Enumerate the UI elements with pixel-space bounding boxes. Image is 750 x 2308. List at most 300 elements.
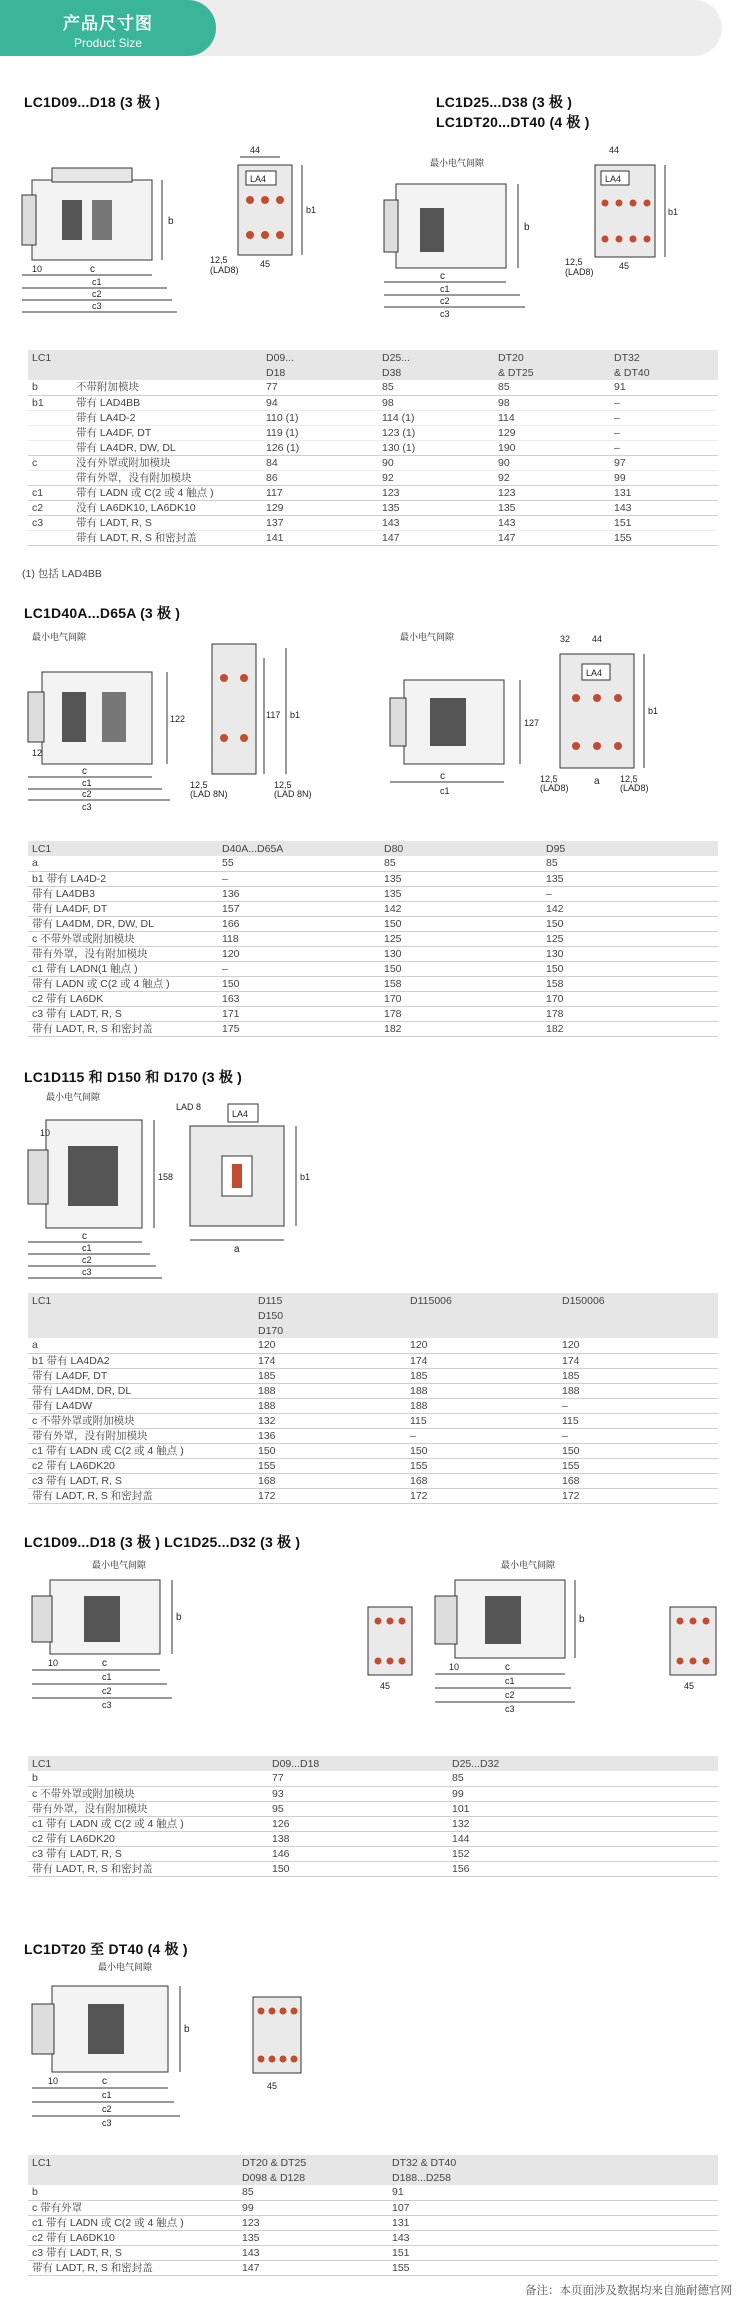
table-cell: c 不带外罩或附加模块	[28, 1413, 254, 1428]
la4-label-2: LA4	[605, 174, 622, 184]
table-cell: –	[406, 1428, 558, 1443]
table-cell: –	[610, 440, 718, 455]
table-row	[28, 530, 718, 545]
table-cell: 132	[254, 1413, 406, 1428]
table-cell: b1 带有 LA4DA2	[28, 1353, 254, 1368]
table-cell: c 不带外罩或附加模块	[28, 1786, 268, 1801]
section2-title: LC1D40A...D65A (3 极 )	[24, 605, 181, 621]
table-cell: a	[28, 1338, 254, 1353]
lad8n-label-2: (LAD 8N)	[274, 789, 312, 799]
table-header-cell	[406, 1323, 558, 1338]
table-header-row	[28, 2155, 718, 2170]
dim-c1-label-6: c1	[102, 1672, 112, 1682]
table-cell: 142	[542, 901, 718, 916]
table-cell: 125	[380, 931, 542, 946]
table-header-row	[28, 1293, 718, 1308]
dim-a-label-2: a	[234, 1244, 240, 1255]
table-cell: 107	[388, 2200, 718, 2215]
table-cell: c3 带有 LADT, R, S	[28, 2245, 238, 2260]
table-cell: 131	[388, 2215, 718, 2230]
table-row	[28, 1443, 718, 1458]
table-header-cell: D115	[254, 1293, 406, 1308]
table-cell: –	[610, 425, 718, 440]
section5-drawing-side	[22, 1962, 197, 2132]
table-cell: 85	[238, 2185, 388, 2200]
section4-drawing-front-1	[362, 1605, 422, 1695]
table-cell: 91	[388, 2185, 718, 2200]
dim-b1-label-2: b1	[668, 207, 679, 217]
section5-table	[28, 2155, 718, 2276]
table-row	[28, 500, 718, 515]
table-cell: 98	[378, 395, 494, 410]
table-cell: 155	[254, 1458, 406, 1473]
table-header-cell: D098 & D128	[238, 2170, 388, 2185]
table-cell: 带有 LA4DF, DT	[28, 901, 218, 916]
table-cell: 182	[380, 1021, 542, 1036]
table-cell: 带有外罩，没有附加模块	[72, 470, 262, 485]
table-cell: 170	[380, 991, 542, 1006]
table-cell: 143	[388, 2230, 718, 2245]
table-row	[28, 946, 718, 961]
table-row	[28, 1801, 718, 1816]
table-cell: 150	[218, 976, 380, 991]
table-header-cell	[28, 365, 72, 380]
table-row	[28, 380, 718, 395]
table-cell: 带有 LADN 或 C(2 或 4 触点 )	[28, 976, 218, 991]
dim-c-label-2: c	[440, 271, 445, 282]
section3-title: LC1D115 和 D150 和 D170 (3 极 )	[24, 1069, 243, 1085]
table-cell: 带有外罩，没有附加模块	[28, 946, 218, 961]
table-header-row	[28, 1323, 718, 1338]
table-cell: c2 带有 LA6DK20	[28, 1831, 268, 1846]
table-cell: 98	[494, 395, 610, 410]
table-header-cell	[28, 1308, 254, 1323]
table-row	[28, 515, 718, 530]
table-row	[28, 976, 718, 991]
dim-b-label-3: b	[176, 1612, 182, 1623]
table-header-row	[28, 1756, 718, 1771]
table-cell: c2	[28, 500, 72, 515]
table-cell: 90	[494, 455, 610, 470]
dim-12-5-label: 12,5	[210, 255, 228, 265]
table-row	[28, 410, 718, 425]
table-header-cell	[28, 2170, 238, 2185]
table-cell: –	[218, 961, 380, 976]
table-cell: 带有 LADT, R, S 和密封盖	[28, 1861, 268, 1876]
section2-drawing-front	[190, 638, 340, 798]
table-cell: 150	[406, 1443, 558, 1458]
table-cell: 151	[388, 2245, 718, 2260]
la4-label-3: LA4	[586, 668, 603, 678]
dim-c1-label-4: c1	[440, 786, 450, 796]
section4-table	[28, 1756, 718, 1877]
dim-b1-label-5: b1	[300, 1172, 311, 1182]
dim-10-label: 10	[32, 264, 43, 274]
table-cell: b	[28, 380, 72, 395]
dim-10-label-5: 10	[48, 2076, 59, 2086]
table-cell: c3	[28, 515, 72, 530]
table-header-cell: DT20 & DT25	[238, 2155, 388, 2170]
section1-drawing-front-3p	[210, 145, 340, 285]
table-cell: 带有 LADT, R, S	[72, 515, 262, 530]
dim-c3-label-7: c3	[505, 1704, 515, 1714]
table-cell: 172	[558, 1488, 718, 1503]
dim-117-label: 117	[266, 710, 281, 720]
dim-44-label-2: 44	[609, 145, 620, 155]
table-cell: 84	[262, 455, 378, 470]
dim-c-label-5: c	[82, 1231, 87, 1242]
dim-b-label: b	[168, 216, 174, 227]
table-row	[28, 886, 718, 901]
table-header-cell: D09...D18	[268, 1756, 448, 1771]
table-header-row	[28, 1308, 718, 1323]
table-cell: 带有 LAD4BB	[72, 395, 262, 410]
table-cell: 157	[218, 901, 380, 916]
table-cell: 168	[254, 1473, 406, 1488]
dim-b1-label-4: b1	[648, 706, 659, 716]
table-row	[28, 2200, 718, 2215]
dim-12-5-label-6: 12,5	[620, 774, 638, 784]
dim-a-label: a	[594, 776, 600, 787]
table-cell: a	[28, 856, 218, 871]
table-cell: 150	[542, 961, 718, 976]
dim-45-label-5: 45	[267, 2081, 278, 2091]
dim-45-label-3: 45	[380, 1681, 391, 1691]
dim-10-label-4: 10	[449, 1662, 460, 1672]
table-cell: 85	[542, 856, 718, 871]
dim-c3-label-8: c3	[102, 2118, 112, 2128]
table-cell: c3 带有 LADT, R, S	[28, 1846, 268, 1861]
table-cell: 带有 LADT, R, S 和密封盖	[72, 530, 262, 545]
table-cell: 101	[448, 1801, 718, 1816]
section1-title-right-2: LC1DT20...DT40 (4 极 )	[436, 114, 590, 130]
table-cell: 150	[542, 916, 718, 931]
table-header-cell: LC1	[28, 1756, 268, 1771]
dim-b1-label: b1	[306, 205, 317, 215]
table-cell: 123	[378, 485, 494, 500]
section1-drawing-side-4p	[380, 148, 550, 318]
table-cell: 120	[218, 946, 380, 961]
table-cell: –	[610, 395, 718, 410]
table-cell: –	[218, 871, 380, 886]
table-cell: 136	[218, 886, 380, 901]
table-cell: 77	[262, 380, 378, 395]
table-cell: 174	[254, 1353, 406, 1368]
table-cell: 85	[494, 380, 610, 395]
table-cell: c1	[28, 485, 72, 500]
table-cell: 158	[542, 976, 718, 991]
table-cell	[28, 425, 72, 440]
table-cell: 178	[380, 1006, 542, 1021]
table-cell: 97	[610, 455, 718, 470]
table-cell: 147	[378, 530, 494, 545]
table-header-cell: D80	[380, 841, 542, 856]
min-clearance-label-6: 最小电气间隙	[501, 1560, 556, 1570]
dim-c2-label-7: c2	[505, 1690, 515, 1700]
table-cell: 带有 LADT, R, S 和密封盖	[28, 1021, 218, 1036]
table-cell: 137	[262, 515, 378, 530]
dim-c-label: c	[90, 264, 95, 275]
dim-c-label-3: c	[82, 766, 87, 777]
dim-12-5-label-2: 12,5	[565, 257, 583, 267]
min-clearance-label-2: 最小电气间隙	[32, 632, 87, 642]
table-cell: 150	[558, 1443, 718, 1458]
table-cell: 130	[380, 946, 542, 961]
section2-drawing-side-2	[380, 632, 550, 812]
dim-c1-label-3: c1	[82, 778, 92, 788]
table-cell: 152	[448, 1846, 718, 1861]
table-header-cell	[72, 365, 262, 380]
dim-12-5-label-5: 12,5	[540, 774, 558, 784]
table-cell: 没有外罩或附加模块	[72, 455, 262, 470]
dim-45-label-4: 45	[684, 1681, 695, 1691]
table-cell: 155	[610, 530, 718, 545]
table-header-row	[28, 2170, 718, 2185]
table-cell: 94	[262, 395, 378, 410]
dim-b-label-4: b	[579, 1614, 585, 1625]
table-row	[28, 485, 718, 500]
table-header-row	[28, 841, 718, 856]
table-cell: 163	[218, 991, 380, 1006]
table-cell: c 带有外罩	[28, 2200, 238, 2215]
dim-c2-label-3: c2	[82, 789, 92, 799]
table-cell: 188	[406, 1398, 558, 1413]
table-cell: 143	[378, 515, 494, 530]
table-cell: 188	[406, 1383, 558, 1398]
table-row	[28, 2260, 718, 2275]
table-cell: c1 带有 LADN 或 C(2 或 4 触点 )	[28, 2215, 238, 2230]
table-cell: c 不带外罩或附加模块	[28, 931, 218, 946]
table-cell: 带有外罩，没有附加模块	[28, 1801, 268, 1816]
table-cell: 126	[268, 1816, 448, 1831]
table-cell: 77	[268, 1771, 448, 1786]
table-row	[28, 425, 718, 440]
table-cell: 185	[558, 1368, 718, 1383]
table-row	[28, 1006, 718, 1021]
table-cell: 85	[448, 1771, 718, 1786]
section4-drawing-front-2	[666, 1605, 726, 1695]
lad8-label: (LAD8)	[210, 265, 239, 275]
table-cell: 119 (1)	[262, 425, 378, 440]
table-cell: 85	[378, 380, 494, 395]
footer-note: 备注：本页面涉及数据均来自施耐德官网	[525, 2285, 732, 2297]
table-cell: 185	[254, 1368, 406, 1383]
table-cell: c1 带有 LADN 或 C(2 或 4 触点 )	[28, 1816, 268, 1831]
table-cell: 166	[218, 916, 380, 931]
section3-drawing-side	[22, 1090, 172, 1300]
table-cell: c1 带有 LADN(1 触点 )	[28, 961, 218, 976]
section2-drawing-front-2	[540, 634, 690, 794]
table-cell: 86	[262, 470, 378, 485]
section3-table	[28, 1293, 718, 1504]
table-cell: 143	[610, 500, 718, 515]
dim-c2-label-2: c2	[440, 296, 450, 306]
table-cell: 带有 LA4DM, DR, DL	[28, 1383, 254, 1398]
table-row	[28, 470, 718, 485]
dim-44-label: 44	[250, 145, 261, 155]
table-cell: 92	[378, 470, 494, 485]
table-cell: b	[28, 2185, 238, 2200]
section4-title: LC1D09...D18 (3 极 ) LC1D25...D32 (3 极 )	[24, 1534, 301, 1550]
table-cell: 141	[262, 530, 378, 545]
dim-c-label-8: c	[102, 2076, 107, 2087]
table-cell: 150	[254, 1443, 406, 1458]
table-cell: b1	[28, 395, 72, 410]
table-cell: 114	[494, 410, 610, 425]
table-cell: 126 (1)	[262, 440, 378, 455]
table-row	[28, 1771, 718, 1786]
table-row	[28, 1368, 718, 1383]
table-row	[28, 1831, 718, 1846]
table-cell: 188	[254, 1398, 406, 1413]
dim-44-label-3: 44	[592, 634, 603, 644]
table-row	[28, 440, 718, 455]
table-cell: –	[558, 1398, 718, 1413]
table-header-row	[28, 350, 718, 365]
min-clearance-label-4: 最小电气间隙	[46, 1092, 101, 1102]
dim-c1-label-8: c1	[102, 2090, 112, 2100]
header-title-en: Product Size	[73, 36, 143, 50]
table-header-cell	[558, 1308, 718, 1323]
table-cell: 125	[542, 931, 718, 946]
table-row	[28, 2215, 718, 2230]
header-title-cn: 产品尺寸图	[63, 14, 153, 33]
table-row	[28, 1861, 718, 1876]
table-header-cell: LC1	[28, 2155, 238, 2170]
table-cell: c3 带有 LADT, R, S	[28, 1473, 254, 1488]
table-cell: 172	[406, 1488, 558, 1503]
dim-b-label-5: b	[184, 2024, 190, 2035]
table-cell: 132	[448, 1816, 718, 1831]
table-cell: 带有 LA4DW	[28, 1398, 254, 1413]
section5-title: LC1DT20 至 DT40 (4 极 )	[24, 1941, 188, 1957]
dim-10-label-2: 10	[40, 1128, 51, 1138]
table-cell: 93	[268, 1786, 448, 1801]
table-header-cell: D115006	[406, 1293, 558, 1308]
table-header-cell: D95	[542, 841, 718, 856]
table-cell: 117	[262, 485, 378, 500]
table-cell: 144	[448, 1831, 718, 1846]
table-cell: 142	[380, 901, 542, 916]
dim-c3-label-6: c3	[102, 1700, 112, 1710]
table-header-cell: D09...	[262, 350, 378, 365]
table-header-cell: D170	[254, 1323, 406, 1338]
table-cell: 120	[406, 1338, 558, 1353]
table-cell: 115	[558, 1413, 718, 1428]
table-header-cell: LC1	[28, 841, 218, 856]
table-row	[28, 1488, 718, 1503]
table-cell: 99	[448, 1786, 718, 1801]
table-cell: 175	[218, 1021, 380, 1036]
table-cell: 150	[268, 1861, 448, 1876]
table-cell: 带有 LA4DF, DT	[28, 1368, 254, 1383]
table-row	[28, 1846, 718, 1861]
table-cell: 135	[380, 871, 542, 886]
dim-c3-label-5: c3	[82, 1267, 92, 1277]
la4-label: LA4	[250, 174, 267, 184]
table-header-cell	[406, 1308, 558, 1323]
table-cell: 170	[542, 991, 718, 1006]
table-row	[28, 2230, 718, 2245]
table-row	[28, 1398, 718, 1413]
table-header-cell	[28, 1323, 254, 1338]
table-cell: 118	[218, 931, 380, 946]
table-cell: 143	[238, 2245, 388, 2260]
table-cell: 带有 LA4DB3	[28, 886, 218, 901]
lad8-label-4: (LAD8)	[620, 783, 649, 793]
dim-c-label-7: c	[505, 1662, 510, 1673]
table-cell: 123	[494, 485, 610, 500]
dim-b1-label-3: b1	[290, 710, 301, 720]
table-cell: 135	[380, 886, 542, 901]
table-row	[28, 856, 718, 871]
dim-b-label-2: b	[524, 222, 530, 233]
table-cell: 171	[218, 1006, 380, 1021]
table-cell: 147	[494, 530, 610, 545]
table-cell: 135	[494, 500, 610, 515]
table-cell: 91	[610, 380, 718, 395]
dim-c2-label-6: c2	[102, 1686, 112, 1696]
table-cell: 带有 LADT, R, S 和密封盖	[28, 1488, 254, 1503]
table-row	[28, 1428, 718, 1443]
table-row	[28, 901, 718, 916]
table-cell: 150	[380, 916, 542, 931]
table-header-cell: D38	[378, 365, 494, 380]
table-cell: 带有外罩，没有附加模块	[28, 1428, 254, 1443]
table-cell: 120	[254, 1338, 406, 1353]
table-cell: 115	[406, 1413, 558, 1428]
table-cell: 90	[378, 455, 494, 470]
table-row	[28, 991, 718, 1006]
table-cell: –	[542, 886, 718, 901]
table-cell: 131	[610, 485, 718, 500]
table-header-cell: D188...D258	[388, 2170, 718, 2185]
table-cell: b1 带有 LA4D-2	[28, 871, 218, 886]
table-cell	[28, 470, 72, 485]
table-cell: 188	[254, 1383, 406, 1398]
table-cell: 155	[388, 2260, 718, 2275]
table-cell: c2 带有 LA6DK10	[28, 2230, 238, 2245]
table-cell: 146	[268, 1846, 448, 1861]
table-header-cell: DT20	[494, 350, 610, 365]
table-cell: 123 (1)	[378, 425, 494, 440]
dim-c3-label: c3	[92, 301, 102, 311]
la4-label-4: LA4	[232, 1109, 249, 1119]
table-cell: 147	[238, 2260, 388, 2275]
dim-c1-label-5: c1	[82, 1243, 92, 1253]
dim-c-label-4: c	[440, 771, 445, 782]
min-clearance-label: 最小电气间隙	[430, 158, 485, 168]
table-cell: 188	[558, 1383, 718, 1398]
dim-12-5-label-3: 12,5	[190, 780, 208, 790]
dim-12-5-label-4: 12,5	[274, 780, 292, 790]
table-row	[28, 1413, 718, 1428]
table-cell: 185	[406, 1368, 558, 1383]
table-header-cell: D150006	[558, 1293, 718, 1308]
table-cell: 没有 LA6DK10, LA6DK10	[72, 500, 262, 515]
table-header-cell: DT32	[610, 350, 718, 365]
table-header-cell: D25...	[378, 350, 494, 365]
table-header-cell: D150	[254, 1308, 406, 1323]
section1-title-right-1: LC1D25...D38 (3 极 )	[436, 94, 573, 110]
table-cell	[28, 440, 72, 455]
table-header-cell: D40A...D65A	[218, 841, 380, 856]
dim-158-label: 158	[158, 1172, 174, 1182]
table-cell: 带有 LADT, R, S 和密封盖	[28, 2260, 238, 2275]
dim-45-label-2: 45	[619, 261, 630, 271]
lad8n-label: (LAD 8N)	[190, 789, 228, 799]
table-cell: 带有 LADN 或 C(2 或 4 触点 )	[72, 485, 262, 500]
